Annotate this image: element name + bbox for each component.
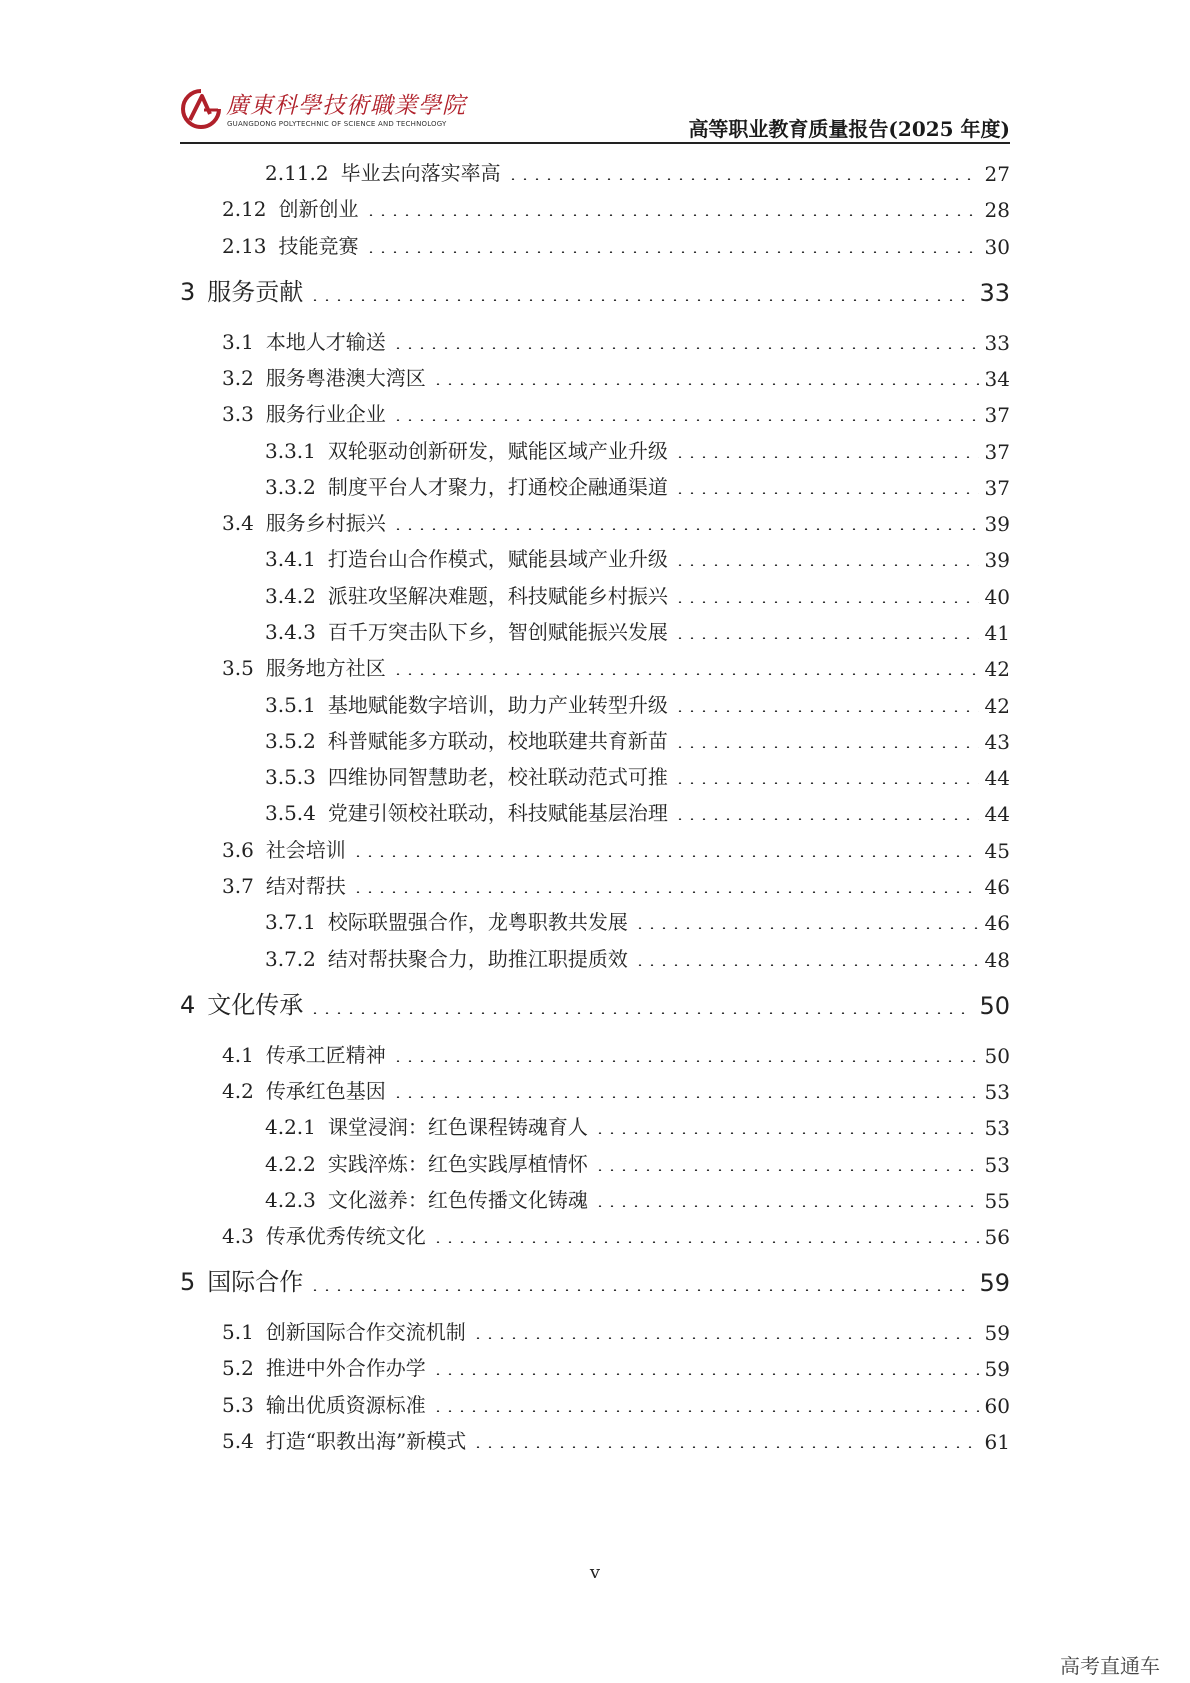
toc-entry-label [222,1039,386,1068]
toc-entry-page: 45 [984,839,1010,863]
toc-entry-label [265,616,668,645]
toc-entry-label [222,230,359,259]
toc-entry-page: 44 [984,766,1010,790]
toc-entry-label [265,725,668,754]
toc-entry-number: 3.5.1 [265,693,316,717]
toc-entry[interactable] [222,1309,1010,1345]
toc-entry-title: 创新国际合作交流机制 [265,1320,466,1344]
toc-entry[interactable] [180,271,1010,307]
toc-entry-label [222,652,386,681]
toc-entry-label [222,1352,426,1381]
toc-entry-title: 党建引领校社联动，科技赋能基层治理 [327,801,668,825]
toc-entry-page: 33 [984,331,1010,355]
toc-entry-page: 42 [984,694,1010,718]
dot-leader [392,1060,979,1062]
toc-entry-page: 30 [984,235,1010,259]
toc-entry-number: 4.2.3 [265,1188,316,1212]
toc-entry[interactable] [265,790,1010,826]
dot-leader [634,964,979,966]
toc-entry-label [265,1111,588,1140]
toc-entry-title: 技能竞赛 [278,234,359,258]
toc-entry-number: 5.2 [222,1356,254,1380]
toc-entry-page: 39 [984,512,1010,536]
toc-entry-title: 服务行业企业 [265,402,386,426]
toc-entry-label [222,1425,466,1454]
toc-entry-number: 3.5.4 [265,801,316,825]
toc-entry-title: 打造“职教出海”新模式 [265,1429,467,1453]
toc-entry-page: 28 [984,198,1010,222]
toc-entry[interactable] [222,645,1010,681]
toc-entry-page: 46 [984,875,1010,899]
toc-entry-label [265,1184,588,1213]
toc-entry-number: 3.7.2 [265,947,316,971]
dot-leader [507,178,979,180]
toc-entry-page: 50 [984,1044,1010,1068]
toc-entry-number: 3.5 [222,656,254,680]
toc-entry-number: 3.7 [222,874,254,898]
toc-entry-title: 科普赋能多方联动，校地联建共育新苗 [327,729,668,753]
dot-leader [432,1410,979,1412]
toc-entry[interactable] [265,609,1010,645]
toc-entry-number: 3.3 [222,402,254,426]
toc-entry[interactable] [222,1345,1010,1381]
dot-leader [674,782,979,784]
toc-entry-number: 3.5.2 [265,729,316,753]
toc-entry-label [222,1389,426,1418]
toc-entry-label [265,797,668,826]
toc-entry[interactable] [180,1261,1010,1297]
toc-entry-label [222,507,386,536]
toc-entry-title: 结对帮扶 [265,874,346,898]
toc-entry-number: 2.12 [222,197,267,221]
toc-entry-page: 43 [984,730,1010,754]
toc-entry-page: 50 [979,992,1010,1020]
dot-leader [365,251,979,253]
dot-leader [392,673,979,675]
header-divider [180,142,1010,144]
dot-leader [365,214,979,216]
toc-entry[interactable] [265,899,1010,935]
toc-entry-label [265,1148,588,1177]
toc-entry-label [222,398,386,427]
dot-leader [674,818,979,820]
toc-entry-number: 5 [180,1268,196,1296]
toc-entry[interactable] [265,1104,1010,1140]
toc-entry-number: 4.1 [222,1043,254,1067]
toc-entry-number: 2.11.2 [265,161,329,185]
toc-entry-number: 3.3.2 [265,475,316,499]
toc-entry-label [180,272,303,307]
toc-entry[interactable] [180,984,1010,1020]
toc-entry-title: 毕业去向落实率高 [340,161,501,185]
toc-entry-number: 5.3 [222,1393,254,1417]
dot-leader [309,299,973,301]
toc-entry[interactable] [222,1068,1010,1104]
toc-entry-page: 37 [984,403,1010,427]
toc-entry-label [265,906,628,935]
toc-entry-title: 基地赋能数字培训，助力产业转型升级 [327,693,668,717]
dot-leader [352,855,979,857]
dot-leader [352,891,979,893]
dot-leader [674,710,979,712]
toc-entry-page: 60 [984,1394,1010,1418]
toc-entry-title: 实践淬炼：红色实践厚植情怀 [327,1152,588,1176]
dot-leader [674,746,979,748]
toc-entry-label [222,834,346,863]
toc-entry-number: 3.1 [222,330,254,354]
toc-entry-title: 文化滋养：红色传播文化铸魂 [327,1188,588,1212]
toc-entry-number: 5.1 [222,1320,254,1344]
dot-leader [392,528,979,530]
dot-leader [674,637,979,639]
toc-entry-page: 33 [979,279,1010,307]
toc-entry-label [180,985,303,1020]
toc-entry-page: 42 [984,657,1010,681]
toc-entry-page: 41 [984,621,1010,645]
school-name-en: GUANGDONG POLYTECHNIC OF SCIENCE AND TECHNOLOGY [227,120,447,128]
toc-entry-number: 3.4.2 [265,584,316,608]
toc-entry[interactable] [222,186,1010,222]
dot-leader [594,1205,979,1207]
toc-entry-title: 文化传承 [207,991,304,1019]
toc-entry-title: 本地人才输送 [265,330,386,354]
dot-leader [594,1132,979,1134]
toc-entry-page: 46 [984,911,1010,935]
toc-entry[interactable] [265,1177,1010,1213]
toc-entry[interactable] [222,223,1010,259]
page-header [180,82,1010,142]
toc-entry-number: 4.2 [222,1079,254,1103]
toc-entry[interactable] [222,1213,1010,1249]
toc-entry[interactable] [265,464,1010,500]
toc-entry-title: 服务粤港澳大湾区 [265,366,426,390]
dot-leader [392,347,979,349]
toc-entry[interactable] [222,319,1010,355]
toc-entry-number: 5.4 [222,1429,254,1453]
watermark: 高考直通车 [1060,1654,1160,1678]
page-number: v [589,1562,601,1583]
toc-entry-title: 服务乡村振兴 [265,511,386,535]
toc-entry-title: 四维协同智慧助老，校社联动范式可推 [327,765,668,789]
dot-leader [309,1289,973,1291]
toc-entry-number: 3.4.3 [265,620,316,644]
toc-entry-title: 双轮驱动创新研发，赋能区域产业升级 [327,439,668,463]
dot-leader [432,1241,979,1243]
toc-entry-label [222,193,359,222]
toc-entry-title: 创新创业 [278,197,359,221]
toc-entry-page: 37 [984,476,1010,500]
toc-entry[interactable] [265,536,1010,572]
toc-entry-page: 39 [984,548,1010,572]
toc-entry[interactable] [222,355,1010,391]
toc-entry-label [222,1075,386,1104]
toc-entry-title: 传承红色基因 [265,1079,386,1103]
toc-entry[interactable] [222,500,1010,536]
toc-entry[interactable] [265,150,1010,186]
toc-entry-number: 3 [180,278,196,306]
dot-leader [674,601,979,603]
toc-entry-page: 53 [984,1080,1010,1104]
toc-entry-number: 3.6 [222,838,254,862]
dot-leader [634,927,979,929]
toc-entry-page: 59 [984,1321,1010,1345]
toc-entry[interactable] [265,428,1010,464]
dot-leader [674,456,979,458]
dot-leader [392,419,979,421]
dot-leader [432,1373,979,1375]
toc-entry[interactable] [265,1141,1010,1177]
toc-entry-page: 61 [984,1430,1010,1454]
toc-entry-label [222,870,346,899]
toc-entry[interactable] [222,827,1010,863]
school-name-cn: 廣東科學技術職業學院 [226,93,466,119]
dot-leader [432,383,979,385]
toc-entry-title: 课堂浸润：红色课程铸魂育人 [327,1115,588,1139]
toc-entry-title: 推进中外合作办学 [265,1356,426,1380]
dot-leader [309,1012,973,1014]
toc-entry-number: 3.3.1 [265,439,316,463]
toc-entry-number: 4.3 [222,1224,254,1248]
toc-entry-label [222,362,426,391]
school-emblem-icon [180,88,222,130]
toc-entry[interactable] [265,936,1010,972]
toc-entry-page: 59 [984,1357,1010,1381]
toc-entry-label [265,761,668,790]
toc-entry-label [265,580,668,609]
toc-entry-page: 53 [984,1116,1010,1140]
toc-entry-number: 3.4 [222,511,254,535]
toc-entry[interactable] [222,1418,1010,1454]
toc-entry-title: 派驻攻坚解决难题，科技赋能乡村振兴 [327,584,668,608]
toc-entry-page: 34 [984,367,1010,391]
toc-entry-title: 结对帮扶聚合力，助推江职提质效 [327,947,628,971]
toc-entry[interactable] [222,1032,1010,1068]
dot-leader [392,1096,979,1098]
toc-entry-label [265,543,668,572]
toc-entry-title: 服务贡献 [207,278,304,306]
toc-entry-label [265,435,668,464]
toc-entry[interactable] [222,1382,1010,1418]
toc-entry[interactable] [265,754,1010,790]
toc-entry-title: 制度平台人才聚力，打通校企融通渠道 [327,475,668,499]
toc-entry-page: 59 [979,1269,1010,1297]
toc-entry-title: 百千万突击队下乡，智创赋能振兴发展 [327,620,668,644]
toc-entry-page: 53 [984,1153,1010,1177]
toc-entry-label [265,157,501,186]
dot-leader [594,1169,979,1171]
toc-entry[interactable] [265,718,1010,754]
toc-entry-page: 48 [984,948,1010,972]
dot-leader [674,564,979,566]
toc-entry-title: 传承优秀传统文化 [265,1224,426,1248]
toc-entry-number: 3.4.1 [265,547,316,571]
toc-entry-label [265,943,628,972]
toc-entry-title: 校际联盟强合作，龙粤职教共发展 [327,910,628,934]
toc-entry-label [265,689,668,718]
toc-entry-page: 37 [984,440,1010,464]
toc-entry[interactable] [222,391,1010,427]
toc-entry-page: 44 [984,802,1010,826]
toc-entry[interactable] [265,682,1010,718]
toc-entry-label [222,326,386,355]
dot-leader [472,1446,978,1448]
toc-entry-number: 4 [180,991,196,1019]
toc-entry-title: 打造台山合作模式，赋能县域产业升级 [327,547,668,571]
report-title: 高等职业教育质量报告(2025 年度) [688,117,1010,141]
toc-entry-number: 4.2.1 [265,1115,316,1139]
toc-entry-label [222,1220,426,1249]
toc-entry-label [222,1316,466,1345]
toc-entry-page: 40 [984,585,1010,609]
toc-entry-title: 服务地方社区 [265,656,386,680]
toc-entry[interactable] [222,863,1010,899]
toc-entry-number: 3.2 [222,366,254,390]
toc-entry-title: 输出优质资源标准 [265,1393,426,1417]
toc-entry-number: 3.7.1 [265,910,316,934]
toc-entry-number: 2.13 [222,234,267,258]
toc-entry-page: 56 [984,1225,1010,1249]
toc-entry-page: 55 [984,1189,1010,1213]
toc-entry-title: 社会培训 [265,838,346,862]
dot-leader [472,1337,979,1339]
toc-entry-page: 27 [984,162,1010,186]
toc-entry-title: 国际合作 [207,1268,304,1296]
toc-entry-number: 3.5.3 [265,765,316,789]
toc-entry-title: 传承工匠精神 [265,1043,386,1067]
toc-entry-label [265,471,668,500]
toc-entry-label [180,1262,303,1297]
toc-entry[interactable] [265,573,1010,609]
school-logo [180,82,466,138]
dot-leader [674,492,979,494]
toc-entry-number: 4.2.2 [265,1152,316,1176]
